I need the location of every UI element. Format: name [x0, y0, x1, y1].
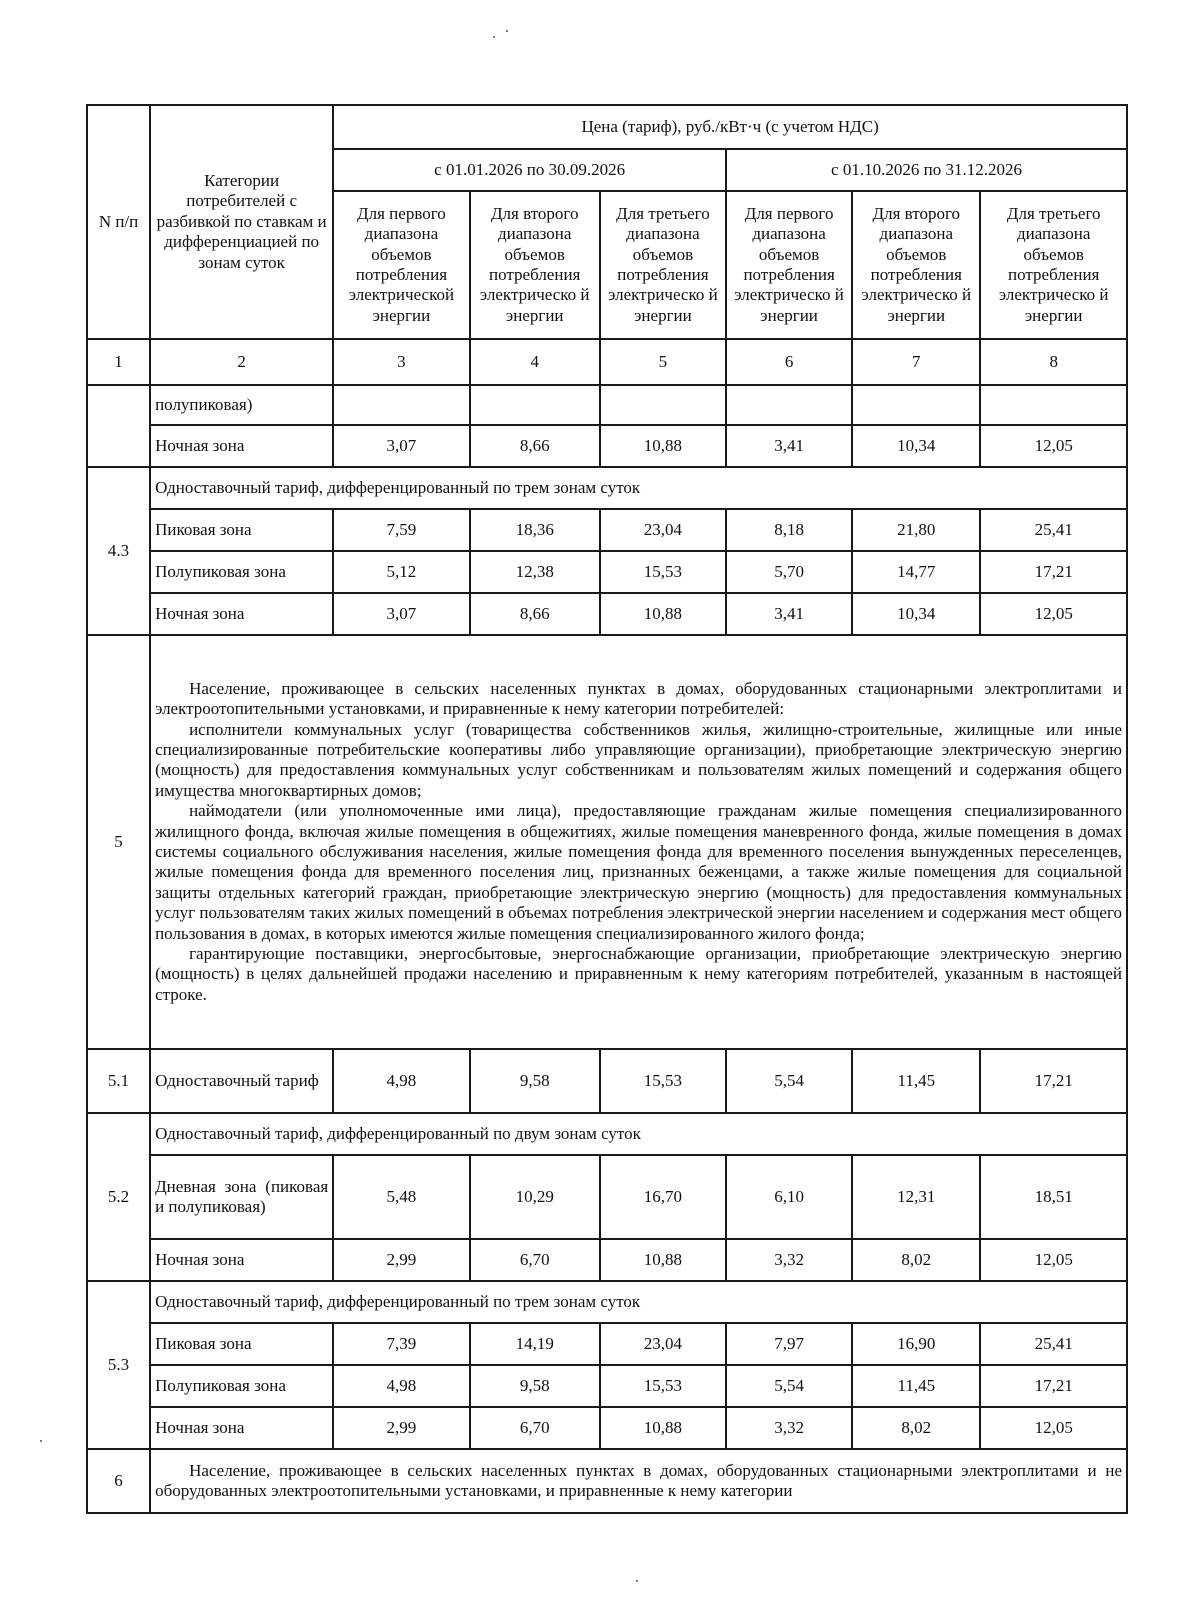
- header-row-price: [87, 105, 1127, 149]
- column-number: 3: [333, 339, 469, 385]
- paragraph: наймодатели (или уполномоченные ими лица), предоставляющие гражданам жилые помещения специализированного жилищного фонда, включая жилые помещения в общежитиях, жилые помещения маневренного фонда, жилые помещения в домах системы социального обслуживания населения, жилые помещения фонда для временного поселения вынужденных переселенцев, жилые помещения фонда для временного поселения лиц, признанных беженцами, а также жилые помещения для социальной защиты отдельных категорий граждан, приобретающие электрическую энергию (мощность) для предоставления коммунальных услуг пользователям таких жилых помещений в объемах потребления электрической энергии населением и содержания мест общего пользования в домах, в которых имеются жилые помещения специализированного жилого фонда;: [155, 801, 1122, 943]
- row-label: Ночная зона: [150, 1239, 333, 1281]
- header-column: Для третьего диапазона объемов потребления электрическо й энергии: [600, 191, 726, 339]
- header-row-numbers: [87, 339, 1127, 385]
- value-cell: 3,07: [333, 593, 469, 635]
- value-cell: 10,88: [600, 593, 726, 635]
- row-label: Ночная зона: [150, 593, 333, 635]
- value-cell: 9,58: [470, 1049, 600, 1113]
- table-row: [87, 385, 1127, 425]
- value-cell: 3,41: [726, 593, 852, 635]
- value-cell: 10,88: [600, 425, 726, 467]
- value-cell: 12,31: [852, 1155, 980, 1239]
- value-cell: 17,21: [980, 1049, 1127, 1113]
- table-row: [87, 635, 1127, 1049]
- value-cell: 7,59: [333, 509, 469, 551]
- row-number: [87, 385, 150, 467]
- table-row: [87, 1155, 1127, 1239]
- row-number: 5: [87, 635, 150, 1049]
- value-cell: 14,77: [852, 551, 980, 593]
- value-cell: 5,54: [726, 1365, 852, 1407]
- value-cell: 12,05: [980, 425, 1127, 467]
- value-cell: 25,41: [980, 509, 1127, 551]
- row-label: полупиковая): [150, 385, 333, 425]
- value-cell: 18,51: [980, 1155, 1127, 1239]
- value-cell: 3,07: [333, 425, 469, 467]
- value-cell: 3,32: [726, 1407, 852, 1449]
- table-row: [87, 1281, 1127, 1323]
- value-cell: 15,53: [600, 1365, 726, 1407]
- value-cell: 8,02: [852, 1407, 980, 1449]
- value-cell: 15,53: [600, 551, 726, 593]
- header-period-2: с 01.10.2026 по 31.12.2026: [726, 149, 1127, 191]
- value-cell: 12,05: [980, 593, 1127, 635]
- column-number: 4: [470, 339, 600, 385]
- table-row: [87, 551, 1127, 593]
- header-column: Для второго диапазона объемов потребления электрическо й энергии: [852, 191, 980, 339]
- row-label: Ночная зона: [150, 425, 333, 467]
- header-column: Для первого диапазона объемов потребления электрическо й энергии: [726, 191, 852, 339]
- value-cell: 5,12: [333, 551, 469, 593]
- header-n: N п/п: [87, 105, 150, 339]
- table-row: [87, 1049, 1127, 1113]
- table-row: [87, 1113, 1127, 1155]
- row-label: Дневная зона (пиковая и полупиковая): [150, 1155, 333, 1239]
- paragraph: Население, проживающее в сельских населенных пунктах в домах, оборудованных стационарными электроплитами и не оборудованных электроотопительными установками, и приравненные к нему категории: [155, 1460, 1122, 1500]
- value-cell: 2,99: [333, 1239, 469, 1281]
- value-cell: 23,04: [600, 1323, 726, 1365]
- value-cell: 12,38: [470, 551, 600, 593]
- value-cell: 15,53: [600, 1049, 726, 1113]
- table-row: [87, 1407, 1127, 1449]
- value-cell: 8,18: [726, 509, 852, 551]
- header-category: Категории потребителей с разбивкой по ставкам и дифференциацией по зонам суток: [150, 105, 333, 339]
- value-cell: 5,54: [726, 1049, 852, 1113]
- value-cell: 17,21: [980, 1365, 1127, 1407]
- column-number: 6: [726, 339, 852, 385]
- row-number: 6: [87, 1449, 150, 1513]
- value-cell: 16,70: [600, 1155, 726, 1239]
- value-cell: 12,05: [980, 1407, 1127, 1449]
- column-number: 8: [980, 339, 1127, 385]
- header-price: Цена (тариф), руб./кВт·ч (с учетом НДС): [333, 105, 1127, 149]
- value-cell: 5,48: [333, 1155, 469, 1239]
- column-number: 5: [600, 339, 726, 385]
- row-label: Пиковая зона: [150, 509, 333, 551]
- value-cell: 18,36: [470, 509, 600, 551]
- section-description: [150, 635, 1127, 1049]
- value-cell: 6,10: [726, 1155, 852, 1239]
- row-number: 4.3: [87, 467, 150, 635]
- paragraph: исполнители коммунальных услуг (товарищества собственников жилья, жилищно-строительные, жилищные или иные специализированные потребительские кооперативы либо управляющие организации), приобретающие электрическую энергию (мощность) для предоставления коммунальных услуг собственникам и пользователям жилых помещений и содержания общего имущества многоквартирных домов;: [155, 719, 1122, 800]
- column-number: 7: [852, 339, 980, 385]
- row-label: Ночная зона: [150, 1407, 333, 1449]
- value-cell: 17,21: [980, 551, 1127, 593]
- section-title: Одноставочный тариф, дифференцированный по трем зонам суток: [150, 467, 1127, 509]
- header-period-1: с 01.01.2026 по 30.09.2026: [333, 149, 726, 191]
- header-column: Для второго диапазона объемов потребления электрическо й энергии: [470, 191, 600, 339]
- value-cell: 11,45: [852, 1049, 980, 1113]
- value-cell: 3,41: [726, 425, 852, 467]
- table-row: [87, 467, 1127, 509]
- paragraph: гарантирующие поставщики, энергосбытовые, энергоснабжающие организации, приобретающие электрическую энергию (мощность) в целях дальнейшей продажи населению и приравненным к нему категориям потребителей, указанным в настоящей строке.: [155, 943, 1122, 1004]
- section-title: Одноставочный тариф, дифференцированный по трем зонам суток: [150, 1281, 1127, 1323]
- row-number: 5.2: [87, 1113, 150, 1281]
- scan-speck: [493, 36, 495, 38]
- value-cell: 10,88: [600, 1407, 726, 1449]
- table-row: [87, 1239, 1127, 1281]
- row-label: Полупиковая зона: [150, 551, 333, 593]
- row-number: 5.3: [87, 1281, 150, 1449]
- value-cell: 4,98: [333, 1365, 469, 1407]
- scan-speck: [636, 1580, 638, 1582]
- table-row: [87, 1323, 1127, 1365]
- value-cell: 12,05: [980, 1239, 1127, 1281]
- value-cell: 11,45: [852, 1365, 980, 1407]
- table-row: [87, 1365, 1127, 1407]
- value-cell: 25,41: [980, 1323, 1127, 1365]
- value-cell: 16,90: [852, 1323, 980, 1365]
- value-cell: 10,29: [470, 1155, 600, 1239]
- value-cell: 9,58: [470, 1365, 600, 1407]
- value-cell: 4,98: [333, 1049, 469, 1113]
- value-cell: 10,88: [600, 1239, 726, 1281]
- paragraph: Население, проживающее в сельских населенных пунктах в домах, оборудованных стационарными электроплитами и электроотопительными установками, и приравненные к нему категории потребителей:: [155, 678, 1122, 719]
- value-cell: 10,34: [852, 425, 980, 467]
- row-label: Полупиковая зона: [150, 1365, 333, 1407]
- table-row: [87, 593, 1127, 635]
- table-row: [87, 509, 1127, 551]
- value-cell: 3,32: [726, 1239, 852, 1281]
- section-title: Одноставочный тариф, дифференцированный по двум зонам суток: [150, 1113, 1127, 1155]
- value-cell: 21,80: [852, 509, 980, 551]
- scan-speck: [40, 1440, 42, 1442]
- value-cell: 10,34: [852, 593, 980, 635]
- scan-speck: [506, 30, 508, 32]
- value-cell: 23,04: [600, 509, 726, 551]
- table-row: [87, 425, 1127, 467]
- value-cell: 6,70: [470, 1407, 600, 1449]
- value-cell: 5,70: [726, 551, 852, 593]
- value-cell: 8,66: [470, 425, 600, 467]
- header-column: Для первого диапазона объемов потребления электрической энергии: [333, 191, 469, 339]
- value-cell: 8,02: [852, 1239, 980, 1281]
- column-number: 1: [87, 339, 150, 385]
- column-number: 2: [150, 339, 333, 385]
- row-number: 5.1: [87, 1049, 150, 1113]
- value-cell: 6,70: [470, 1239, 600, 1281]
- row-label: Одноставочный тариф: [150, 1049, 333, 1113]
- value-cell: 8,66: [470, 593, 600, 635]
- row-label: Пиковая зона: [150, 1323, 333, 1365]
- value-cell: 14,19: [470, 1323, 600, 1365]
- section-description: [150, 1449, 1127, 1513]
- value-cell: 7,97: [726, 1323, 852, 1365]
- table-row: [87, 1449, 1127, 1513]
- value-cell: 2,99: [333, 1407, 469, 1449]
- tariff-table: [86, 104, 1128, 1514]
- header-column: Для третьего диапазона объемов потребления электрическо й энергии: [980, 191, 1127, 339]
- value-cell: 7,39: [333, 1323, 469, 1365]
